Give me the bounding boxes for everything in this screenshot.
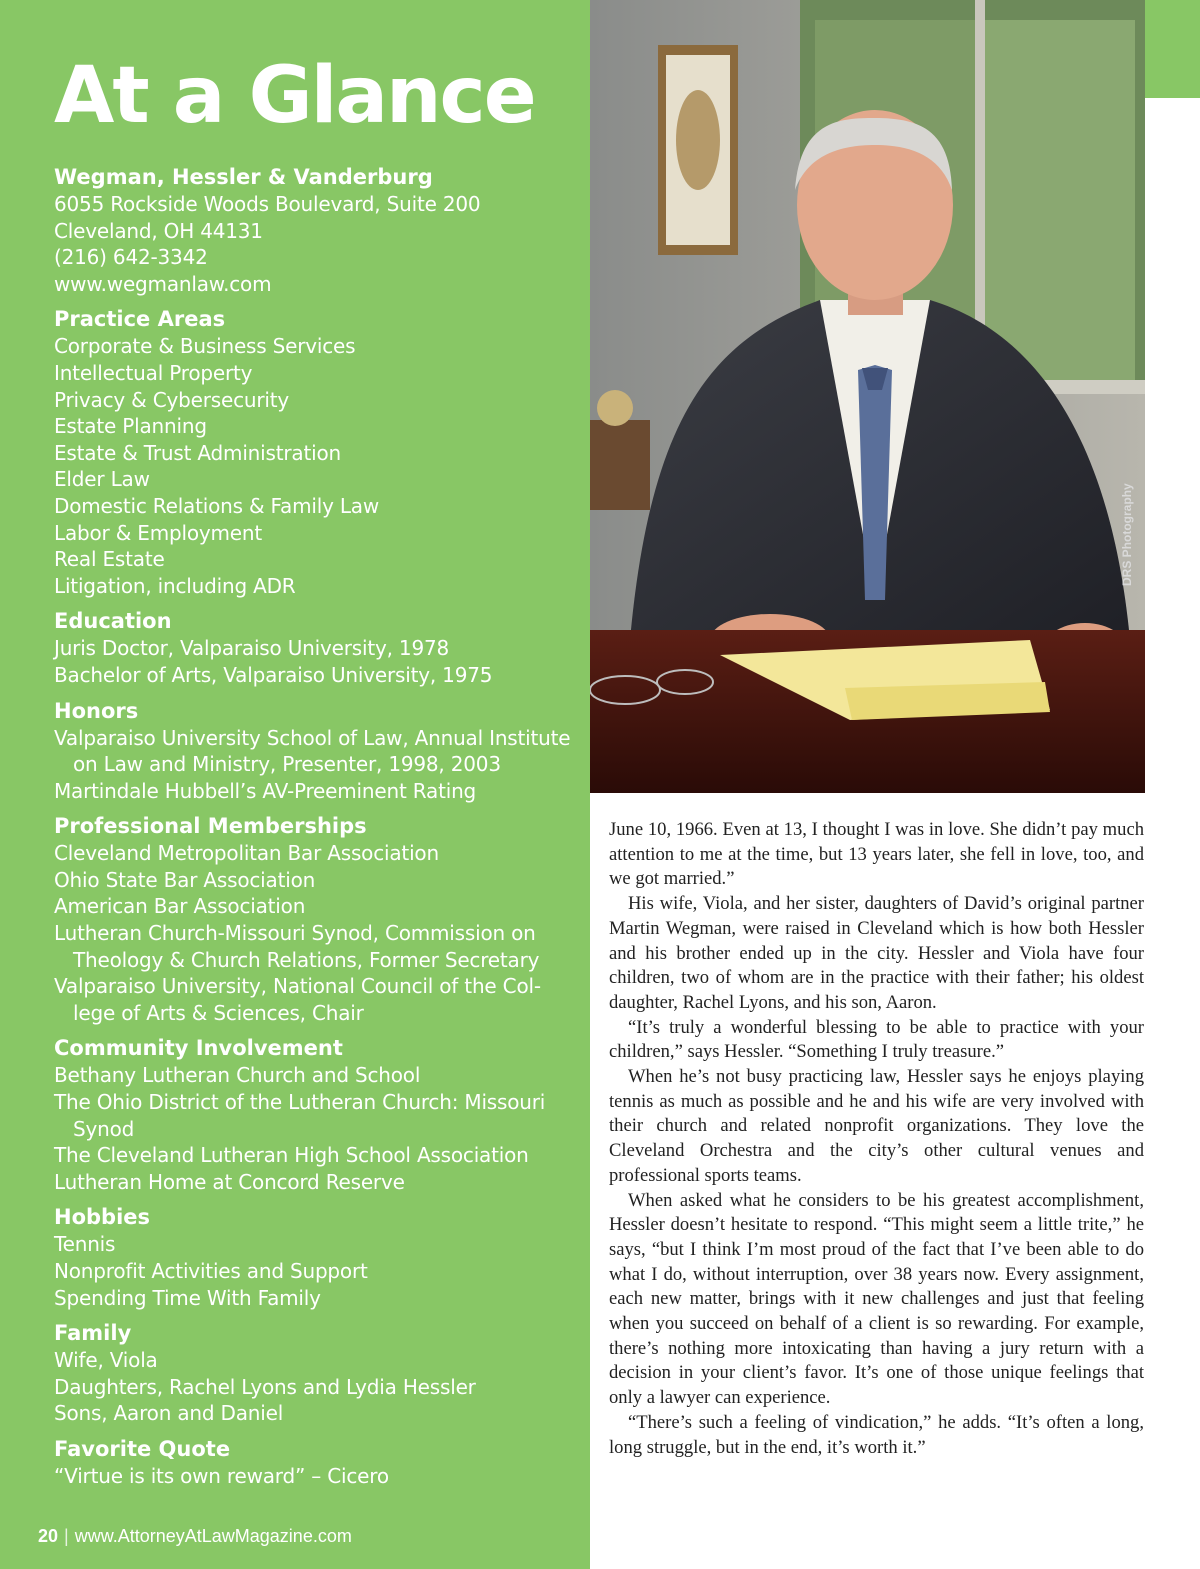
fact-line: Bachelor of Arts, Valparaiso University, 1975 bbox=[54, 662, 493, 687]
magazine-url[interactable]: www.AttorneyAtLawMagazine.com bbox=[74, 1526, 352, 1546]
fact-line: Daughters, Rachel Lyons and Lydia Hessler bbox=[54, 1374, 476, 1399]
article-paragraph: When he’s not busy practicing law, Hessler says he enjoys playing tennis as much as possible and he and his wife are very involved with their church and related nonprofit organizations. They love the Cleveland Orchestra and the city’s other cultural venues and professional sports teams. bbox=[609, 1066, 1144, 1186]
fact-line: Wife, Viola bbox=[54, 1348, 158, 1373]
footer-separator: | bbox=[64, 1526, 69, 1546]
fact-section bbox=[54, 305, 584, 599]
fact-section bbox=[54, 1203, 584, 1311]
fact-line: Ohio State Bar Association bbox=[54, 867, 316, 892]
article-paragraph: “There’s such a feeling of vindication,” he adds. “It’s often a long, long struggle, but in the end, it’s worth it.” bbox=[609, 1411, 1144, 1458]
fact-line: Juris Doctor, Valparaiso University, 1978 bbox=[54, 636, 450, 661]
section-title: Professional Memberships bbox=[54, 814, 367, 839]
fact-line: Sons, Aaron and Daniel bbox=[54, 1401, 284, 1426]
page-title: At a Glance bbox=[54, 51, 535, 141]
portrait-photo bbox=[590, 0, 1145, 793]
fact-line: Cleveland Metropolitan Bar Association bbox=[54, 841, 439, 866]
fact-line: Labor & Employment bbox=[54, 520, 263, 545]
at-a-glance-sidebar bbox=[0, 0, 590, 1569]
fact-line: Tennis bbox=[54, 1232, 116, 1257]
fact-line: The Ohio District of the Lutheran Church: Missouri bbox=[54, 1090, 546, 1115]
article-paragraph: His wife, Viola, and her sister, daughters of David’s original partner Martin Wegman, were raised in Cleveland which is how both Hessler and his brother ended up in the city. Hessler and Viola have four children, two of whom are in the practice with their father; his oldest daughter, Rachel Lyons, and his son, Aaron. bbox=[609, 893, 1144, 1013]
section-title: Community Involvement bbox=[54, 1036, 343, 1061]
fact-line: American Bar Association bbox=[54, 894, 306, 919]
fact-line: Real Estate bbox=[54, 547, 165, 572]
fact-section bbox=[54, 1435, 584, 1490]
fact-line: Cleveland, OH 44131 bbox=[54, 218, 263, 243]
section-title: Honors bbox=[54, 698, 139, 723]
facts-list bbox=[54, 163, 584, 1498]
fact-line: The Cleveland Lutheran High School Association bbox=[54, 1143, 529, 1168]
fact-line: Lutheran Church-Missouri Synod, Commission on bbox=[54, 921, 536, 946]
fact-line: lege of Arts & Sciences, Chair bbox=[73, 1000, 364, 1025]
portrait-illustration bbox=[590, 0, 1145, 793]
fact-line: Spending Time With Family bbox=[54, 1285, 321, 1310]
fact-section bbox=[54, 1034, 584, 1195]
fact-line: (216) 642-3342 bbox=[54, 245, 208, 270]
fact-line: Valparaiso University, National Council of the Col- bbox=[54, 974, 541, 999]
fact-line: Lutheran Home at Concord Reserve bbox=[54, 1169, 405, 1194]
photo-credit: DRS Photography bbox=[1120, 483, 1134, 586]
fact-line: Estate & Trust Administration bbox=[54, 440, 341, 465]
fact-line: 6055 Rockside Woods Boulevard, Suite 200 bbox=[54, 192, 481, 216]
article-body bbox=[609, 818, 1144, 1460]
fact-line: Valparaiso University School of Law, Annual Institute bbox=[54, 725, 571, 750]
section-title: Favorite Quote bbox=[54, 1436, 231, 1461]
fact-line: Domestic Relations & Family Law bbox=[54, 493, 380, 518]
fact-section bbox=[54, 607, 584, 688]
fact-line: Theology & Church Relations, Former Secretary bbox=[73, 947, 540, 972]
fact-line: on Law and Ministry, Presenter, 1998, 2003 bbox=[73, 752, 501, 777]
section-title: Hobbies bbox=[54, 1205, 151, 1230]
fact-line: Estate Planning bbox=[54, 414, 207, 439]
fact-section bbox=[54, 812, 584, 1026]
fact-line: “Virtue is its own reward” – Cicero bbox=[54, 1463, 389, 1488]
section-title: Education bbox=[54, 609, 172, 634]
fact-section bbox=[54, 163, 584, 297]
fact-line: Nonprofit Activities and Support bbox=[54, 1259, 368, 1283]
page-footer bbox=[38, 1526, 352, 1547]
section-title: Practice Areas bbox=[54, 307, 226, 332]
fact-line: Synod bbox=[73, 1116, 135, 1141]
fact-line: Litigation, including ADR bbox=[54, 573, 296, 598]
article-paragraph: When asked what he considers to be his greatest accomplishment, Hessler doesn’t hesitate to respond. “This might seem a little trite,” he says, “but I think I’m most proud of the fact that I’ve been able to do what I do, without interruption, over 38 years now. Every assignment, each new matter, brings with it new challenges and just that feeling when you succeed on behalf of a client is so rewarding. For example, there’s nothing more intoxicating than having a jury return with a decision in your client’s favor. It’s one of those unique feelings that only a lawyer can experience. bbox=[609, 1189, 1144, 1409]
fact-line: Intellectual Property bbox=[54, 360, 253, 385]
article-paragraph: June 10, 1966. Even at 13, I thought I was in love. She didn’t pay much attention to me at the time, but 13 years later, she fell in love, too, and we got married.” bbox=[609, 819, 1144, 890]
section-title: Family bbox=[54, 1321, 132, 1346]
fact-line: Martindale Hubbell’s AV-Preeminent Rating bbox=[54, 778, 477, 803]
fact-section bbox=[54, 697, 584, 805]
fact-line: Elder Law bbox=[54, 467, 150, 492]
fact-section bbox=[54, 1319, 584, 1427]
article-paragraph: “It’s truly a wonderful blessing to be able to practice with your children,” says Hessler. “Something I truly treasure.” bbox=[609, 1016, 1144, 1063]
page-number: 20 bbox=[38, 1526, 59, 1546]
fact-line: www.wegmanlaw.com bbox=[54, 271, 272, 296]
section-title: Wegman, Hessler & Vanderburg bbox=[54, 165, 433, 189]
fact-line: Corporate & Business Services bbox=[54, 334, 356, 359]
fact-line: Bethany Lutheran Church and School bbox=[54, 1063, 421, 1088]
fact-line: Privacy & Cybersecurity bbox=[54, 387, 289, 412]
